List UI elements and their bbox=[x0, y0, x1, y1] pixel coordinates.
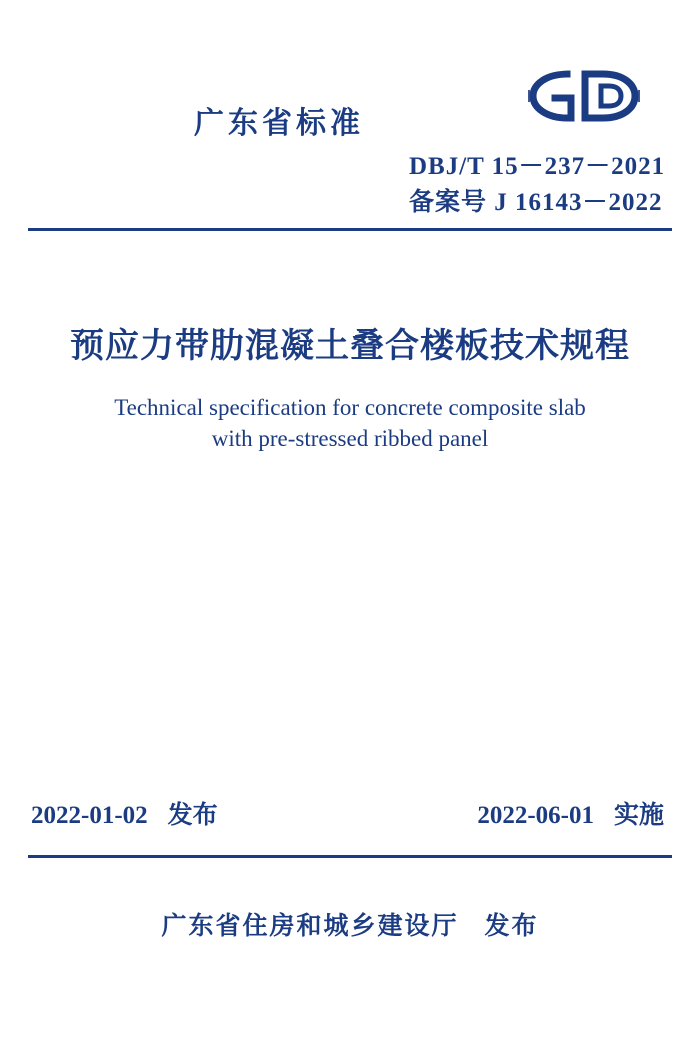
divider-top bbox=[28, 228, 672, 231]
publisher-action: 发布 bbox=[484, 913, 539, 940]
issue-date-group bbox=[31, 795, 218, 831]
effective-label: 实施 bbox=[613, 802, 664, 829]
divider-bottom bbox=[28, 855, 672, 858]
issue-date: 2022-01-02 bbox=[31, 802, 148, 829]
cover-header bbox=[28, 50, 672, 225]
standard-code: DBJ/T 15－237－2021 bbox=[409, 153, 666, 180]
document-title-en-line1: Technical specification for concrete composite slab bbox=[114, 395, 586, 420]
publisher-line bbox=[0, 906, 700, 942]
gd-logo-icon bbox=[523, 60, 649, 132]
standard-label: 广东省标准 bbox=[194, 107, 364, 140]
document-title-en bbox=[0, 392, 700, 454]
issue-label: 发布 bbox=[167, 802, 218, 829]
effective-date-group bbox=[477, 795, 664, 831]
document-title-en-line2: with pre-stressed ribbed panel bbox=[211, 426, 489, 451]
document-title-cn: 预应力带肋混凝土叠合楼板技术规程 bbox=[70, 328, 630, 365]
date-row bbox=[28, 795, 672, 835]
publisher-name: 广东省住房和城乡建设厅 bbox=[161, 913, 459, 940]
effective-date: 2022-06-01 bbox=[477, 802, 594, 829]
record-number: 备案号 J 16143－2022 bbox=[409, 189, 663, 216]
